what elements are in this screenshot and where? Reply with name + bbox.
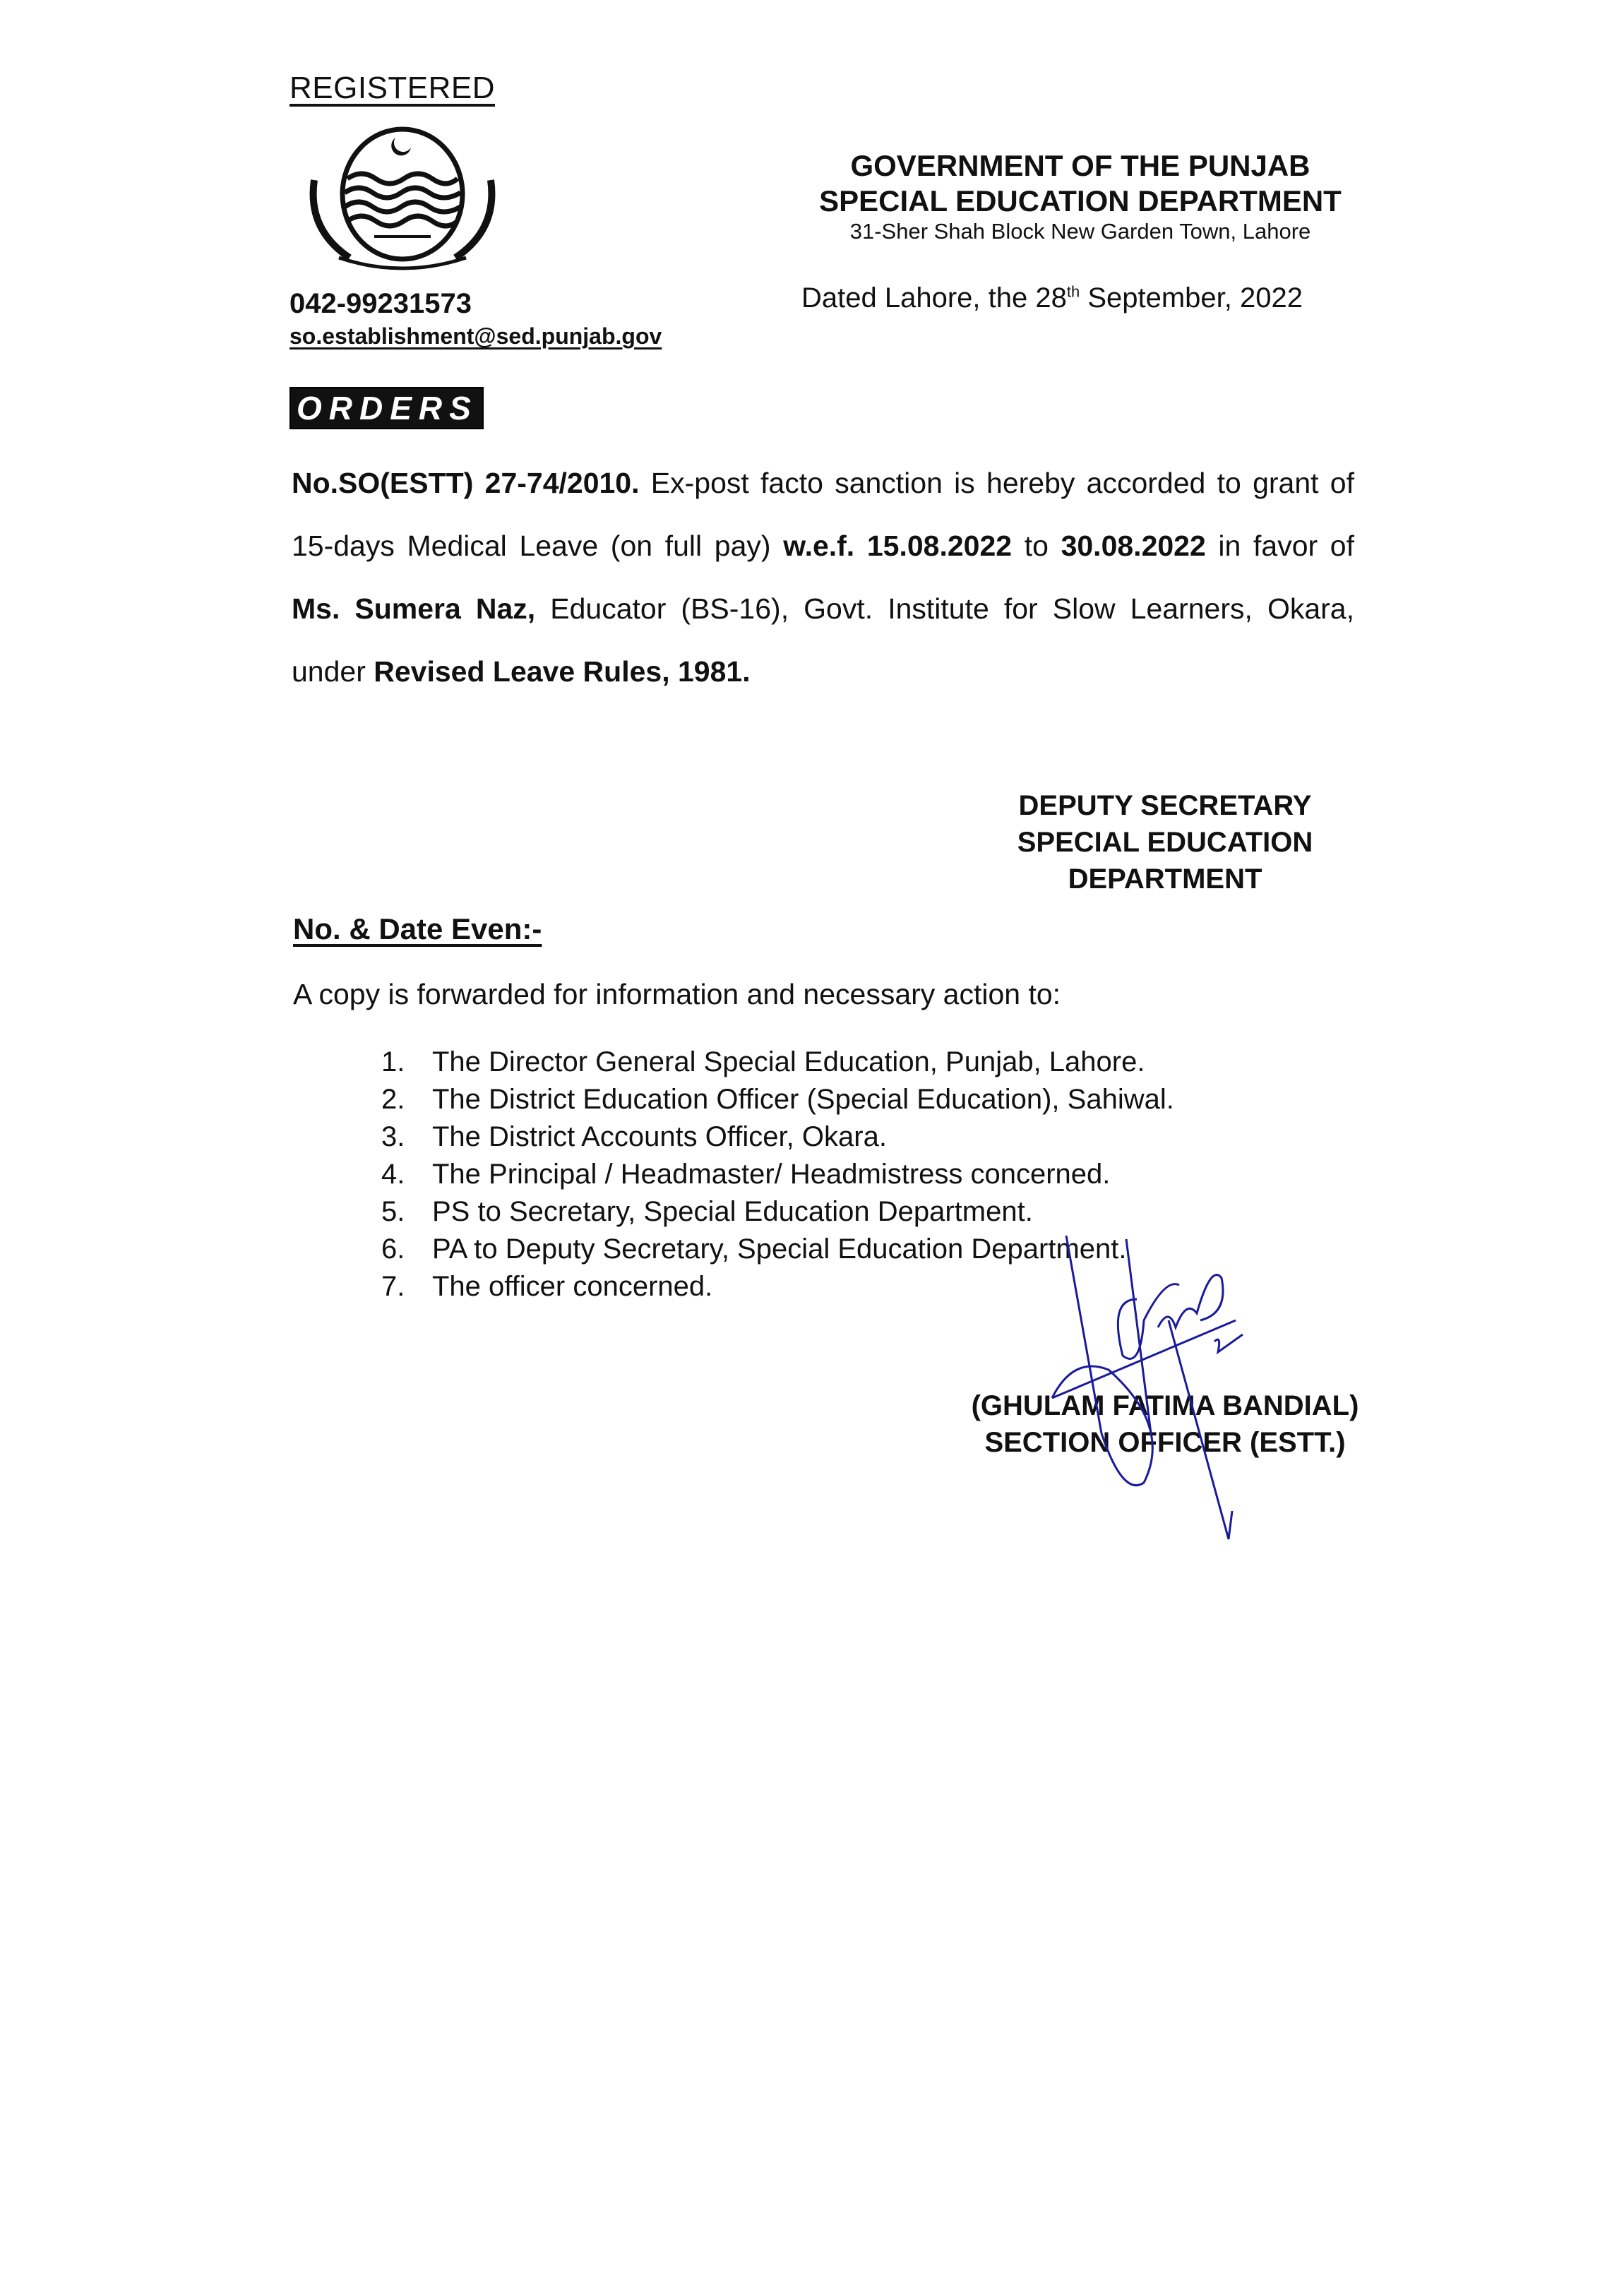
- signatory-name: (GHULAM FATIMA BANDIAL): [971, 1390, 1359, 1421]
- gov-line1: GOVERNMENT OF THE PUNJAB: [850, 149, 1310, 182]
- orders-heading: ORDERS: [289, 387, 484, 429]
- order-text-4: Educator (BS-16), Govt. Institute for Slow Learners, Okara, under: [292, 592, 1354, 688]
- list-text: The District Accounts Officer, Okara.: [432, 1121, 887, 1152]
- list-item: [381, 1118, 1174, 1156]
- list-number: 4.: [381, 1159, 405, 1190]
- order-text-3: in favor of: [1205, 530, 1354, 562]
- list-text: PA to Deputy Secretary, Special Education Department.: [432, 1233, 1127, 1265]
- deputy-line2: SPECIAL EDUCATION: [1017, 827, 1313, 858]
- order-text-2: to: [1012, 530, 1061, 562]
- list-number: 5.: [381, 1196, 405, 1227]
- list-number: 6.: [381, 1233, 405, 1265]
- list-item: [381, 1081, 1174, 1118]
- deputy-line1: DEPUTY SECRETARY: [1018, 790, 1312, 821]
- endorsement-heading: No. & Date Even:-: [293, 912, 542, 945]
- list-item: [381, 1044, 1174, 1081]
- phone-number: 042-99231573: [289, 288, 472, 319]
- employee-name: Ms. Sumera Naz,: [292, 592, 536, 625]
- department-header: [798, 148, 1363, 219]
- dated-line: [801, 282, 1303, 314]
- endorsement-intro: A copy is forwarded for information and necessary action to:: [293, 978, 1061, 1010]
- department-address: 31-Sher Shah Block New Garden Town, Lahore: [849, 219, 1311, 244]
- list-text: The District Education Officer (Special Education), Sahiwal.: [432, 1084, 1174, 1115]
- deputy-line3: DEPARTMENT: [1068, 864, 1262, 895]
- dated-prefix: Dated Lahore, the 28: [801, 282, 1067, 313]
- email-link[interactable]: so.establishment@sed.punjab.gov: [289, 323, 662, 349]
- list-number: 7.: [381, 1271, 405, 1302]
- registered-label: REGISTERED: [289, 71, 496, 105]
- list-number: 1.: [381, 1046, 405, 1077]
- order-paragraph: [292, 452, 1354, 703]
- gov-line2: SPECIAL EDUCATION DEPARTMENT: [819, 184, 1342, 217]
- list-text: The Director General Special Education, Punjab, Lahore.: [432, 1046, 1145, 1077]
- list-item: [381, 1231, 1174, 1268]
- list-item: [381, 1193, 1174, 1231]
- list-text: The Principal / Headmaster/ Headmistress concerned.: [432, 1159, 1111, 1190]
- deputy-secretary-block: [989, 787, 1342, 897]
- list-text: PS to Secretary, Special Education Department.: [432, 1196, 1033, 1227]
- list-number: 3.: [381, 1121, 405, 1152]
- signatory-title: SECTION OFFICER (ESTT.): [984, 1427, 1346, 1458]
- order-text-1: Ex-post facto sanction is hereby accorded to grant of 15-days Medical Leave (on full pay): [292, 467, 1354, 562]
- leave-rules: Revised Leave Rules, 1981.: [374, 655, 751, 688]
- list-item: [381, 1268, 1174, 1306]
- order-from-date: w.e.f. 15.08.2022: [783, 530, 1013, 562]
- list-number: 2.: [381, 1084, 405, 1115]
- recipient-list: [381, 1044, 1174, 1306]
- list-text: The officer concerned.: [432, 1271, 713, 1302]
- signatory-block: [939, 1387, 1391, 1461]
- dated-suffix: September, 2022: [1080, 282, 1303, 313]
- punjab-emblem-icon: [297, 124, 508, 275]
- order-to-date: 30.08.2022: [1061, 530, 1206, 562]
- order-number: No.SO(ESTT) 27-74/2010.: [292, 467, 640, 499]
- list-item: [381, 1156, 1174, 1193]
- dated-sup: th: [1066, 282, 1080, 301]
